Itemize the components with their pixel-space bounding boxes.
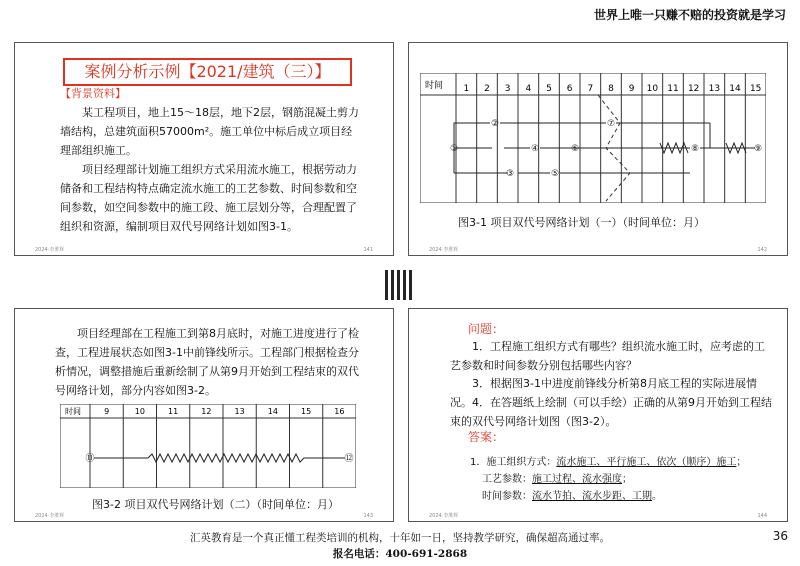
time-col-11: 11 [667, 84, 679, 94]
time-col-9: 9 [628, 84, 635, 94]
answer-3-value: 流水节拍、流水步距、工期 [532, 491, 652, 502]
time-col-10: 10 [646, 84, 659, 94]
figure-caption-3-1: 图3-1 项目双代号网络计划（一）（时间单位：月） [458, 216, 705, 229]
node-7: ⑦ [606, 119, 616, 129]
qr-code [385, 270, 415, 300]
time-col-12: 12 [687, 84, 700, 94]
question-4: 4．在答题纸上绘制（可以手绘）正确的从第9月开始到工程结束的双代号网络计划图（图3-2）。 [450, 396, 772, 428]
node-5: ⑤ [550, 169, 560, 179]
answer-1-value: 流水施工、平行施工、依次（顺序）施工 [556, 457, 737, 468]
time-col-8: 8 [608, 84, 614, 94]
background-paragraph-2: 项目经理部计划施工组织方式采用流水施工，根据劳动力储备和工程结构特点确定流水施工的工艺参数、时间参数和空间参数，如空间参数中的施工段、施工层划分等，合理配置了组织和资源，编制项目双代号网络计划如图3-1。 [60, 163, 357, 233]
network-diagram-2 [60, 404, 356, 488]
slide-footer-page: 141 [363, 247, 373, 253]
progress-paragraph: 项目经理部在工程施工到第8月底时，对施工进度进行了检查，工程进展状态如图3-1中前锋线所示。工程部门根据检查分析情况，调整措施后重新绘制了从第9月开始到工程结束的双代号网络计划，部分内容如图3-2。 [55, 327, 359, 397]
time-col-1: 1 [463, 84, 470, 94]
time-label: 时间 [425, 81, 444, 91]
case-title: 案例分析示例【2021/建筑（三）】 [63, 58, 352, 86]
answer-2-prefix: 工艺参数： [482, 474, 532, 485]
time-col-13: 13 [708, 84, 721, 94]
time-col-10: 10 [134, 407, 145, 416]
question-3: 3．根据图3-1中进度前锋线分析第8月底工程的实际进展情况。 [450, 377, 757, 409]
background-paragraph-1: 某工程项目，地上15～18层，地下2层，钢筋混凝土剪力墙结构，总建筑面积57000m²。施工单位中标后成立项目经理部组织施工。 [60, 106, 359, 157]
footer-phone: 报名电话：400-691-2868 [332, 548, 468, 560]
time-col-5: 5 [546, 84, 552, 94]
time-col-12: 12 [201, 407, 212, 416]
answer-1-suffix: ； [736, 457, 747, 468]
answer-2-suffix: ； [622, 474, 632, 485]
node-2: ② [490, 119, 500, 129]
slide-footer-author: 2024·李胜辉 [35, 513, 65, 519]
time-col-9: 9 [104, 407, 110, 416]
time-col-16: 16 [334, 407, 345, 416]
figure-caption-3-2: 图3-2 项目双代号网络计划（二）（时间单位：月） [92, 498, 339, 511]
time-col-15: 15 [749, 84, 762, 94]
section-label: 【背景资料】 [60, 87, 126, 100]
time-label: 时间 [65, 407, 81, 416]
time-col-3: 3 [504, 84, 511, 94]
time-col-4: 4 [525, 84, 532, 94]
time-col-11: 11 [168, 407, 179, 416]
header-slogan: 世界上唯一只赚不赔的投资就是学习 [593, 8, 786, 22]
node-3: ③ [505, 169, 515, 179]
time-col-7: 7 [587, 84, 594, 94]
time-col-6: 6 [566, 84, 573, 94]
question-1: 1．工程施工组织方式有哪些？组织流水施工时，应考虑的工艺参数和时间参数分别包括哪些内容？ [450, 340, 765, 372]
node-4: ④ [530, 144, 540, 154]
node-6: ⑥ [570, 144, 580, 154]
time-col-14: 14 [267, 407, 278, 416]
questions-label: 问题： [468, 322, 505, 336]
answer-1-prefix: 1．施工组织方式： [470, 457, 557, 468]
page-number: 36 [772, 529, 788, 543]
network-diagram-1 [420, 73, 766, 203]
slide-footer-author: 2024·李胜辉 [429, 247, 459, 253]
slide-footer-page: 143 [363, 513, 373, 519]
node-8: ⑧ [690, 144, 700, 154]
answer-3-prefix: 时间参数： [482, 491, 532, 502]
slide-footer-page: 142 [757, 247, 767, 253]
node-1: ① [449, 144, 459, 154]
node-9: ⑨ [753, 144, 763, 154]
time-col-13: 13 [234, 407, 245, 416]
answer-3-suffix: 。 [652, 491, 662, 502]
answer-3 [482, 487, 662, 506]
time-col-15: 15 [301, 407, 312, 416]
footer-tagline: 汇英教育是一个真正懂工程类培训的机构，十年如一日，坚持教学研究，确保超高通过率。 [190, 532, 610, 544]
node-11: ⑪ [85, 454, 95, 464]
time-col-14: 14 [729, 84, 741, 94]
time-col-2: 2 [484, 84, 490, 94]
node-12: ⑫ [344, 454, 354, 464]
slide-footer-author: 2024·李胜辉 [35, 247, 65, 253]
slide-footer-author: 2024·李胜辉 [429, 513, 459, 519]
slide-footer-page: 144 [757, 513, 767, 519]
answer-2-value: 施工过程、流水强度 [532, 474, 622, 485]
answers-label: 答案： [468, 430, 505, 444]
